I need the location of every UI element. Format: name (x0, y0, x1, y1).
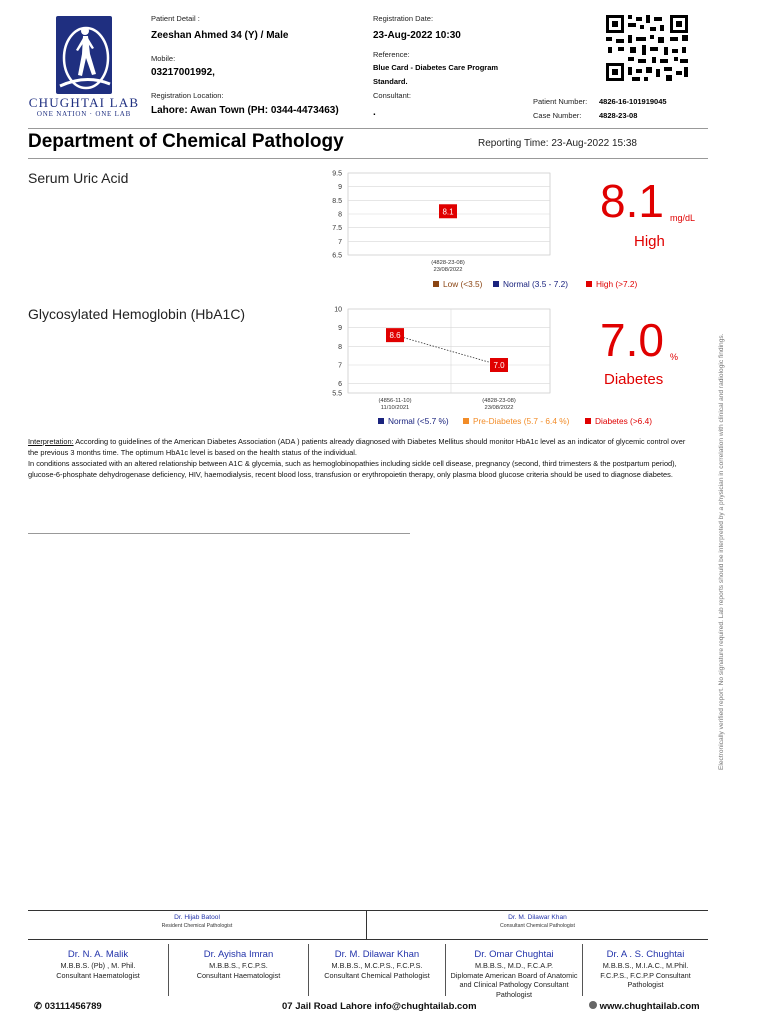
y-tick-label: 10 (334, 306, 342, 314)
result-unit-hba1c: % (670, 352, 679, 362)
interpretation-para-2: In conditions associated with an altered relationship between A1C & glycemia, such as hemoglobinopathies including sickle cell disease, pregnancy (second, third trimesters & the postpartum period), glucose-6-phosphate dehydrogenase deficiency, HIV, haemodialysis, recent blood loss, transfusion or erythropoietin therapy, only plasma blood glucose criteria should be used to diagnose diabetes. (28, 459, 677, 479)
legend-swatch (493, 281, 499, 287)
legend-label: High (>7.2) (596, 279, 638, 289)
y-tick-label: 6 (338, 381, 342, 389)
test-name-hba1c: Glycosylated Hemoglobin (HbA1C) (28, 306, 246, 322)
y-tick-label: 9 (338, 184, 342, 192)
data-label: 8.1 (442, 207, 454, 217)
patient-detail-label: Patient Detail : (151, 14, 200, 23)
y-tick-label: 7 (338, 362, 342, 370)
legend-label: Normal (<5.7 %) (388, 416, 449, 426)
legend-swatch (463, 418, 469, 424)
doctor-1: Dr. N. A. Malik M.B.B.S. (Pb) , M. Phil. Consultant Haematologist (56, 949, 140, 980)
y-tick-label: 6.5 (332, 252, 342, 260)
legend-label: Low (<3.5) (443, 279, 483, 289)
legend-label: Normal (3.5 - 7.2) (503, 279, 569, 289)
hba1c-chart (318, 303, 652, 429)
legend-label: Pre-Diabetes (5.7 - 6.4 %) (473, 416, 570, 426)
lab-name: CHUGHTAI LAB (28, 95, 140, 110)
patient-number-value: 4826-16-101919045 (599, 97, 667, 106)
result-value-hba1c: 7.0 (600, 314, 664, 366)
location-value: Lahore: Awan Town (PH: 0344-4473463) (151, 105, 339, 116)
x-tick-label: (4856-11-10) (378, 398, 412, 404)
interpretation-heading: Interpretation: (28, 437, 74, 446)
footer-website[interactable]: www.chughtailab.com (589, 1001, 700, 1012)
legend-swatch (586, 281, 592, 287)
footer-address[interactable]: 07 Jail Road Lahore info@chughtailab.com (282, 1001, 477, 1012)
y-tick-label: 5.5 (332, 390, 342, 398)
x-tick-label: 23/08/2022 (484, 405, 514, 411)
qr-code-icon (606, 15, 688, 81)
plot-area (348, 309, 550, 393)
signatory-1: Dr. Hijab Batool Resident Chemical Pathologist (161, 914, 233, 929)
y-tick-label: 9.5 (332, 170, 342, 178)
mobile-value: 03217001992, (151, 67, 215, 78)
reporting-time: Reporting Time: 23-Aug-2022 15:38 (478, 138, 637, 149)
case-number-label: Case Number: (533, 111, 582, 120)
consultant-label: Consultant: (373, 91, 411, 100)
mobile-label: Mobile: (151, 54, 176, 63)
case-number-value: 4828-23-08 (599, 111, 638, 120)
doctor-4: Dr. Omar Chughtai M.B.B.S., M.D., F.C.A.P. Diplomate American Board of Anatomic and Clinical Pathology Consultant Pathologist (450, 949, 578, 999)
globe-icon (589, 1001, 597, 1009)
doctor-2: Dr. Ayisha Imran M.B.B.S., F.C.P.S. Consultant Haematologist (196, 949, 281, 980)
y-tick-label: 9 (338, 325, 342, 333)
reference-line-2: Standard. (373, 77, 408, 86)
patient-number-label: Patient Number: (533, 97, 588, 106)
y-tick-label: 7 (338, 238, 342, 246)
result-unit-uric-acid: mg/dL (670, 213, 696, 223)
legend-label: Diabetes (>6.4) (595, 416, 652, 426)
y-tick-label: 8 (338, 211, 342, 219)
verification-note: Electronically verified report. No signature required. Lab reports should be interpreted by a physician in correlation with clinical and radiologic findings. (718, 333, 725, 770)
x-tick-label: 11/10/2021 (380, 405, 410, 411)
signatories-row (28, 910, 708, 940)
y-tick-label: 8.5 (332, 197, 342, 205)
result-status-uric-acid: High (634, 233, 665, 250)
signatory-2: Dr. M. Dilawar Khan Consultant Chemical Pathologist (500, 914, 575, 929)
doctors-row (28, 944, 708, 999)
doctor-5: Dr. A . S. Chughtai M.B.B.S., M.I.A.C., M.Phil. F.C.P.S., F.C.P.P Consultant Pathologist (600, 949, 691, 989)
interpretation-para-1: Interpretation: According to guidelines of the American Diabetes Association (ADA ) patients already diagnosed with Diabetes Mellitus should monitor HbA1c level as an indicator of glycemic control over the previous 3 months time. The optimum HbA1c level is based on the health status of the individual. (28, 437, 686, 457)
legend-swatch (433, 281, 439, 287)
walking-man-logo-icon (56, 16, 112, 94)
interpretation-divider (28, 533, 410, 534)
lab-tagline: ONE NATION · ONE LAB (36, 110, 132, 118)
result-status-hba1c: Diabetes (604, 371, 664, 388)
department-title: Department of Chemical Pathology (28, 131, 344, 152)
x-tick-label: 23/08/2022 (433, 267, 463, 273)
header-divider (28, 128, 708, 129)
doctor-3: Dr. M. Dilawar Khan M.B.B.S., M.C.P.S., F.C.P.S. Consultant Chemical Pathologist (324, 949, 430, 980)
x-tick-label: (4828-23-08) (482, 398, 516, 404)
patient-detail-value: Zeeshan Ahmed 34 (Y) / Male (151, 30, 289, 41)
registration-date-label: Registration Date: (373, 14, 434, 23)
interpretation (28, 436, 692, 480)
uric-acid-chart (318, 166, 638, 294)
test-name-uric-acid: Serum Uric Acid (28, 170, 129, 186)
title-divider (28, 158, 708, 159)
x-tick-label: (4828-23-08) (431, 260, 465, 266)
y-tick-label: 7.5 (332, 225, 342, 233)
reference-line-1: Blue Card - Diabetes Care Program (373, 63, 499, 72)
data-label: 7.0 (493, 361, 505, 370)
location-label: Registration Location: (151, 91, 224, 100)
consultant-value: . (373, 107, 376, 118)
result-value-uric-acid: 8.1 (600, 175, 664, 227)
lab-logo (56, 16, 112, 94)
registration-date-value: 23-Aug-2022 10:30 (373, 30, 461, 41)
legend-swatch (378, 418, 384, 424)
data-label: 8.6 (389, 331, 401, 341)
y-tick-label: 8 (338, 343, 342, 351)
footer-phone[interactable]: ✆ 03111456789 (34, 1001, 102, 1012)
legend-swatch (585, 418, 591, 424)
reference-label: Reference: (373, 50, 410, 59)
phone-icon: ✆ (34, 1001, 42, 1012)
